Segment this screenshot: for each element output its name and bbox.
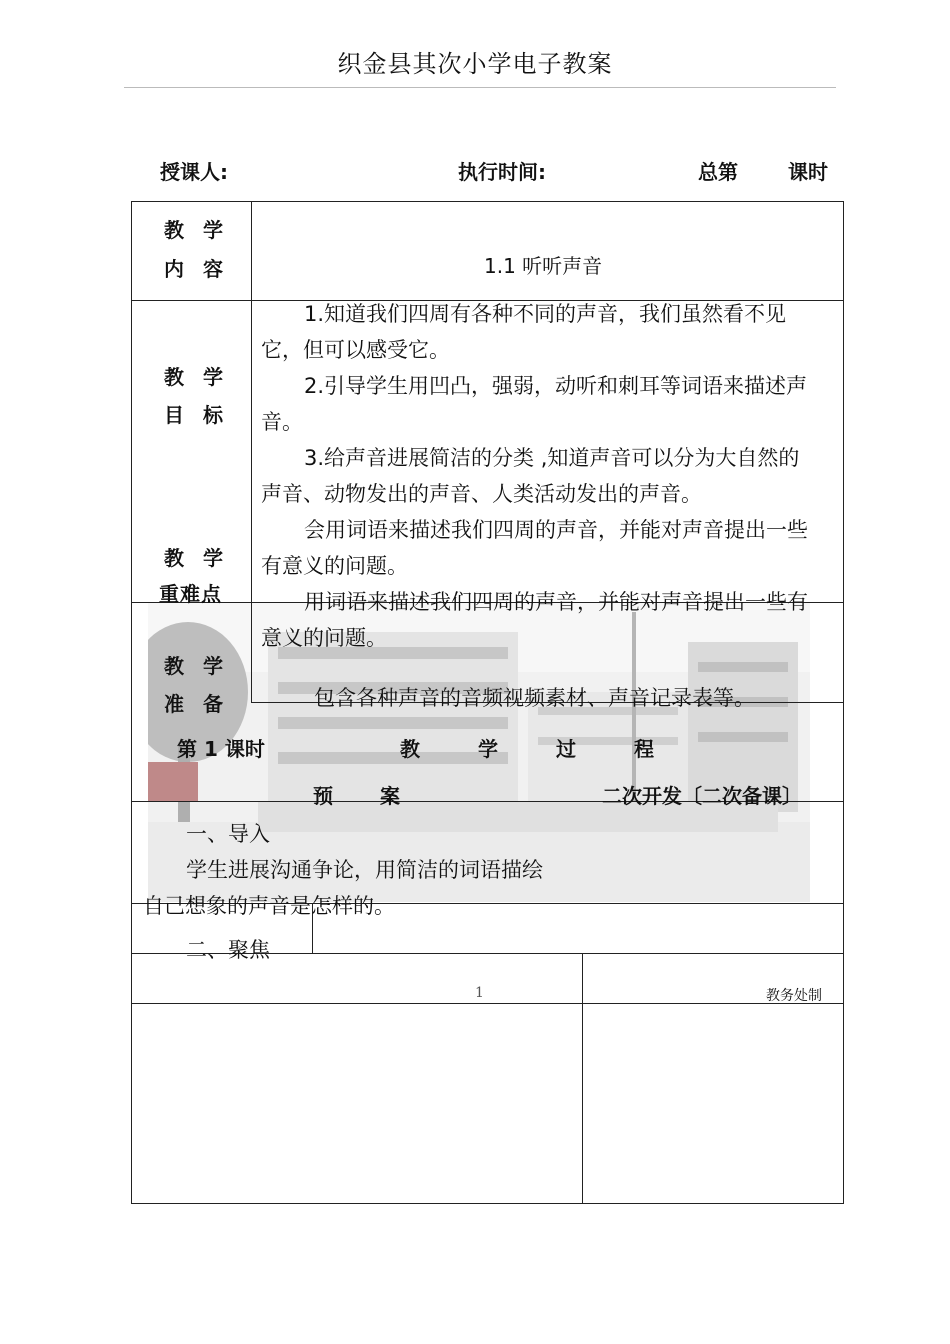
row-divider (131, 1003, 843, 1004)
second-preparation-label: 二次开发〔二次备课〕 (602, 784, 802, 808)
keypoint-line: 用词语来描述我们四周的声音，并能对声音提出一些有 (304, 590, 808, 614)
process-heading-char: 程 (634, 737, 654, 761)
goal-line: 会用词语来描述我们四周的声音，并能对声音提出一些 (304, 518, 808, 542)
goal-line: 声音、动物发出的声音、人类活动发出的声音。 (261, 482, 702, 506)
step-line: 自己想象的声音是怎样的。 (143, 894, 395, 918)
preparation-text: 包含各种声音的音频视频素材、声音记录表等。 (314, 686, 755, 710)
plan-label-char: 案 (380, 784, 400, 808)
lesson-topic: 1.1 听听声音 (484, 254, 603, 278)
preparation-label-line1: 教 学 (164, 654, 229, 678)
teacher-label: 授课人: (160, 160, 228, 184)
keypoints-label-line2: 重难点 (159, 582, 222, 606)
process-heading-char: 学 (478, 737, 498, 761)
table-border-right (843, 201, 844, 1204)
lesson-count-label: 课时 (788, 160, 828, 184)
table-border-left (131, 201, 132, 1204)
keypoints-label-line1: 教 学 (164, 546, 229, 570)
process-heading-char: 教 (400, 737, 420, 761)
process-heading-char: 过 (556, 737, 576, 761)
maker-label: 教务处制 (766, 988, 822, 1004)
goal-line: 1.知道我们四周有各种不同的声音，我们虽然看不见 (304, 302, 787, 326)
time-label: 执行时间: (458, 160, 546, 184)
table-border-bottom (131, 1203, 843, 1204)
step-line: 学生进展沟通争论，用简洁的词语描绘 (186, 858, 543, 882)
content-label-line2: 内 容 (164, 257, 229, 281)
label-column-divider (251, 201, 252, 703)
goal-line: 它，但可以感受它。 (261, 338, 450, 362)
goal-line: 有意义的问题。 (261, 554, 408, 578)
goals-label-line1: 教 学 (164, 365, 229, 389)
table-border-top (131, 201, 843, 202)
content-label-line1: 教 学 (164, 218, 229, 242)
page-number: 1 (475, 985, 484, 1001)
plan-label-char: 预 (313, 784, 333, 808)
goals-label-line2: 目 标 (164, 403, 229, 427)
preparation-label-line2: 准 备 (164, 692, 229, 716)
lesson-number: 第 1 课时 (177, 737, 265, 761)
goal-line: 3.给声音进展简洁的分类 ,知道声音可以分为大自然的 (304, 446, 800, 470)
step-line: 一、导入 (186, 822, 270, 846)
keypoint-line: 意义的问题。 (261, 626, 387, 650)
document-title: 织金县其次小学电子教案 (337, 50, 613, 78)
column-divider (582, 953, 583, 1204)
total-label: 总第 (698, 160, 738, 184)
header-divider (124, 87, 836, 88)
step-line: 二、聚焦 (186, 938, 270, 962)
goal-line: 音。 (261, 410, 303, 434)
goal-line: 2.引导学生用凹凸，强弱，动听和刺耳等词语来描述声 (304, 374, 808, 398)
